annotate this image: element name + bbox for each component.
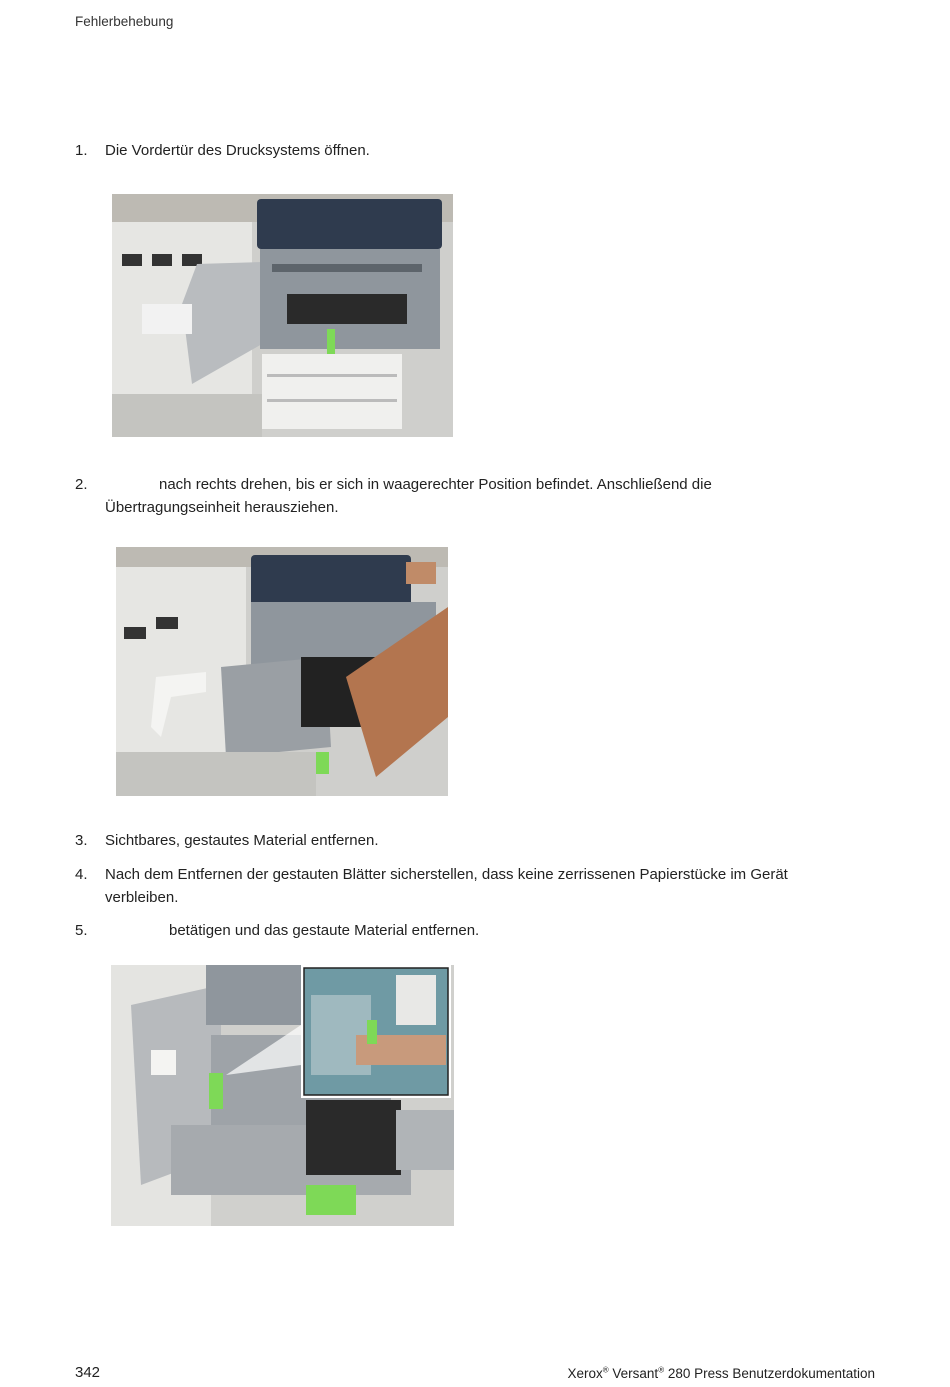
footer-document-title [567,1366,875,1381]
step-text: Sichtbares, gestautes Material entfernen. [105,832,379,849]
figure-green-lever-jam-clearance [111,965,454,1226]
footer-product: Versant [612,1366,659,1381]
step-text-second-line: Übertragungseinheit herausziehen. [105,499,339,516]
step-3 [75,829,865,852]
step-4 [75,863,865,909]
step-5 [75,919,865,942]
footer-doc-title: 280 Press Benutzerdokumentation [667,1366,875,1381]
page-number: 342 [75,1364,101,1381]
step-text: Die Vordertür des Drucksystems öffnen. [105,142,370,159]
step-text-first-line: nach rechts drehen, bis er sich in waagerechter Position befindet. Anschließend die [159,476,712,493]
green-lever-jam-clearance-photo-icon [111,965,454,1226]
transfer-unit-pulled-out-photo-icon [116,547,448,796]
running-header: Fehlerbehebung [75,14,174,29]
step-1 [75,139,865,162]
figure-transfer-unit-pulled-out [116,547,448,796]
step-text-first-line: Nach dem Entfernen der gestauten Blätter sicherstellen, dass keine zerrissenen Papierstücke im Gerät [105,866,788,883]
step-text-content: betätigen und das gestaute Material entfernen. [169,922,480,939]
step-text [105,919,865,942]
step-number: 2. [75,476,88,493]
step-text [105,473,865,519]
step-number: 5. [75,922,88,939]
registered-mark: ® [658,1365,665,1375]
step-text [105,863,865,909]
step-number: 3. [75,832,88,849]
step-number: 1. [75,142,88,159]
step-number: 4. [75,866,88,883]
step-2 [75,473,865,519]
figure-printer-front-door-open [112,194,453,437]
footer-brand: Xerox [567,1366,603,1381]
registered-mark: ® [602,1365,609,1375]
step-text-second-line: verbleiben. [105,889,179,906]
printer-front-door-open-photo-icon [112,194,453,437]
